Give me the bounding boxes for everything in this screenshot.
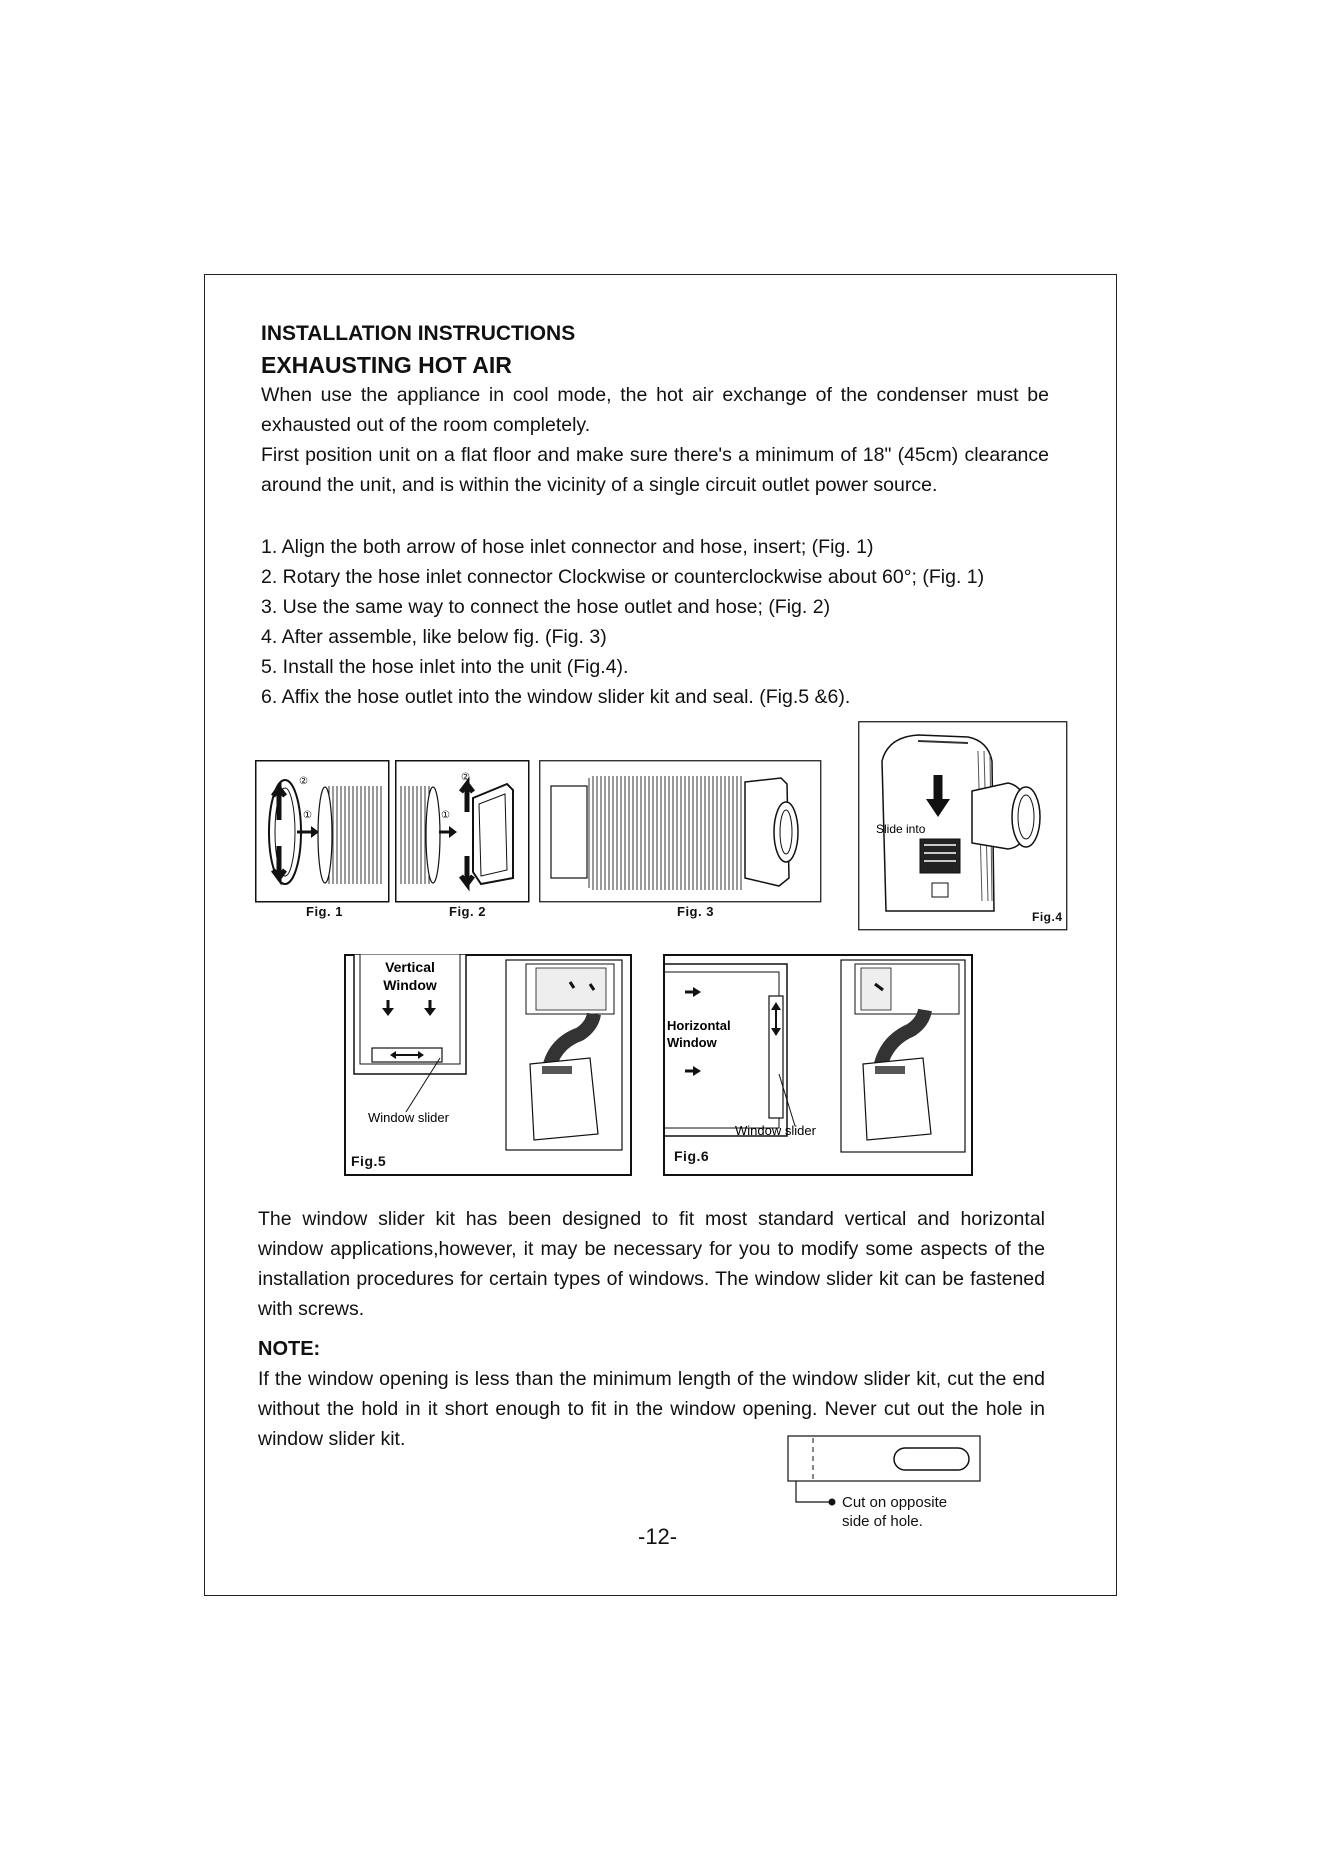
section-title: INSTALLATION INSTRUCTIONS [261,322,576,345]
fig6-window-label: Window [667,1035,717,1050]
fig6-horizontal-window-illustration [663,954,973,1176]
fig1-hose-connector-illustration [255,760,390,903]
fig5-caption: Fig.5 [351,1153,387,1169]
fig5-window-label: Window [383,977,437,993]
fig4-unit-illustration [858,721,1068,931]
fig1-marker-1: ① [303,810,312,821]
fig2-marker-2: ② [461,772,470,783]
page-number: -12- [638,1524,678,1549]
fig2-hose-outlet-illustration [395,760,530,903]
fig6-caption: Fig.6 [674,1148,710,1164]
step-3: 3. Use the same way to connect the hose outlet and hose; (Fig. 2) [261,596,831,618]
fig3-assembled-hose-illustration [539,760,822,903]
fig5-vertical-label: Vertical [385,959,435,975]
fig1-marker-2: ② [299,776,308,787]
fig2-caption: Fig. 2 [449,904,486,919]
intro-paragraph-2: First position unit on a flat floor and make sure there's a minimum of 18" (45cm) clearance around the unit, and is within the vicinity of a single circuit outlet power source. [261,444,1049,496]
fig5-window-slider-label: Window slider [368,1110,449,1125]
fig3-caption: Fig. 3 [677,904,714,919]
cut-note-line-2: side of hole. [842,1513,923,1530]
fig1-caption: Fig. 1 [306,904,343,919]
body-paragraph: The window slider kit has been designed to fit most standard vertical and horizontal window applications,however, it may be necessary for you to modify some aspects of the installation procedures for certain types of windows. The window slider kit can be fastened with screws. [258,1208,1045,1320]
fig4-slide-into-label: Slide into [876,822,926,836]
intro-paragraph-1: When use the appliance in cool mode, the hot air exchange of the condenser must be exhausted out of the room completely. [261,384,1049,436]
fig6-horizontal-label: Horizontal [667,1018,731,1033]
subtitle: EXHAUSTING HOT AIR [261,352,512,378]
fig2-marker-1: ① [441,810,450,821]
note-paragraph: If the window opening is less than the minimum length of the window slider kit, cut the end without the hold in it short enough to fit in the window opening. Never cut out the hole in window slider kit. [258,1368,1045,1450]
step-4: 4. After assemble, like below fig. (Fig. 3) [261,626,607,648]
fig4-caption: Fig.4 [1032,910,1063,924]
fig5-vertical-window-illustration [344,954,632,1176]
step-1: 1. Align the both arrow of hose inlet connector and hose, insert; (Fig. 1) [261,536,874,558]
fig6-window-slider-label: Window slider [735,1123,816,1138]
step-2: 2. Rotary the hose inlet connector Clockwise or counterclockwise about 60°; (Fig. 1) [261,566,985,588]
cut-note-line-1: Cut on opposite [842,1494,948,1511]
step-6: 6. Affix the hose outlet into the window slider kit and seal. (Fig.5 &6). [261,686,851,708]
step-5: 5. Install the hose inlet into the unit (Fig.4). [261,656,629,678]
note-heading: NOTE: [258,1338,321,1360]
